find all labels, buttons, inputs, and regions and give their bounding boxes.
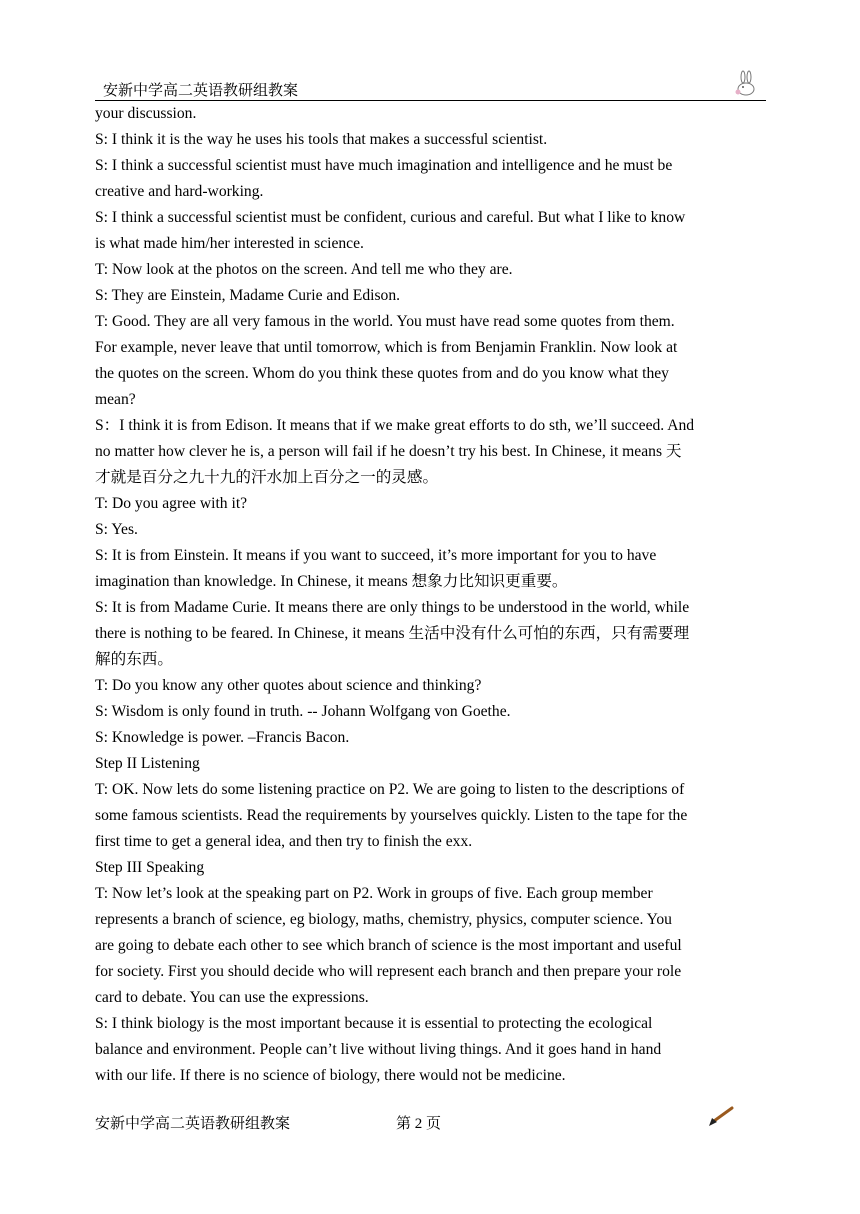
text-line: S: Wisdom is only found in truth. -- Johann Wolfgang von Goethe.	[95, 703, 511, 720]
text-line: no matter how clever he is, a person will fail if he doesn’t try his best. In Chinese, it means 天	[95, 443, 682, 460]
text-line: S：I think it is from Edison. It means that if we make great efforts to do sth, we’ll succeed. And	[95, 417, 695, 434]
page-header	[95, 76, 766, 101]
text-line: with our life. If there is no science of biology, there would not be medicine.	[95, 1067, 566, 1084]
text-line: represents a branch of science, eg biology, maths, chemistry, physics, computer science. You	[95, 911, 672, 928]
text-line: T: Good. They are all very famous in the world. You must have read some quotes from them.	[95, 313, 675, 330]
document-body	[95, 101, 766, 1089]
text-line: there is nothing to be feared. In Chinese, it means 生活中没有什么可怕的东西，只有需要理	[95, 625, 690, 642]
text-line: are going to debate each other to see which branch of science is the most important and useful	[95, 937, 682, 954]
text-line: S: I think a successful scientist must be confident, curious and careful. But what I like to know	[95, 209, 686, 226]
text-line: imagination than knowledge. In Chinese, it means 想象力比知识更重要。	[95, 573, 568, 590]
page-number: 第 2 页	[396, 1116, 442, 1132]
text-line: the quotes on the screen. Whom do you think these quotes from and do you know what they	[95, 365, 669, 382]
text-line: T: OK. Now lets do some listening practice on P2. We are going to listen to the descriptions of	[95, 781, 685, 798]
brush-icon	[706, 1104, 736, 1128]
text-line: S: I think it is the way he uses his tools that makes a successful scientist.	[95, 131, 548, 148]
text-line: your discussion.	[95, 105, 197, 122]
text-line: creative and hard-working.	[95, 183, 264, 200]
footer-title: 安新中学高二英语教研组教案	[95, 1116, 291, 1132]
header-title: 安新中学高二英语教研组教案	[103, 83, 299, 99]
text-line: card to debate. You can use the expressions.	[95, 989, 369, 1006]
text-line: mean?	[95, 391, 136, 408]
text-line: 解的东西。	[95, 651, 173, 668]
text-line: some famous scientists. Read the requirements by yourselves quickly. Listen to the tape for the	[95, 807, 688, 824]
text-line: balance and environment. People can’t live without living things. And it goes hand in hand	[95, 1041, 662, 1058]
text-line: S: It is from Madame Curie. It means there are only things to be understood in the world, while	[95, 599, 690, 616]
text-line: for society. First you should decide who will represent each branch and then prepare your role	[95, 963, 682, 980]
text-line: is what made him/her interested in science.	[95, 235, 364, 252]
text-line: T: Do you know any other quotes about science and thinking?	[95, 677, 482, 694]
text-line: S: It is from Einstein. It means if you want to succeed, it’s more important for you to have	[95, 547, 657, 564]
text-line: T: Do you agree with it?	[95, 495, 248, 512]
text-line: Step III Speaking	[95, 859, 205, 876]
text-line: Step II Listening	[95, 755, 200, 772]
text-line: S: Knowledge is power. –Francis Bacon.	[95, 729, 350, 746]
rabbit-logo-icon	[732, 70, 760, 98]
text-line: S: I think biology is the most important because it is essential to protecting the ecological	[95, 1015, 653, 1032]
text-line: T: Now look at the photos on the screen. And tell me who they are.	[95, 261, 513, 278]
text-line: S: I think a successful scientist must have much imagination and intelligence and he must be	[95, 157, 673, 174]
text-line: 才就是百分之九十九的汗水加上百分之一的灵感。	[95, 469, 439, 486]
text-line: S: They are Einstein, Madame Curie and Edison.	[95, 287, 401, 304]
text-line: For example, never leave that until tomorrow, which is from Benjamin Franklin. Now look at	[95, 339, 678, 356]
text-line: first time to get a general idea, and then try to finish the exx.	[95, 833, 473, 850]
text-line: T: Now let’s look at the speaking part on P2. Work in groups of five. Each group member	[95, 885, 653, 902]
text-line: S: Yes.	[95, 521, 138, 538]
